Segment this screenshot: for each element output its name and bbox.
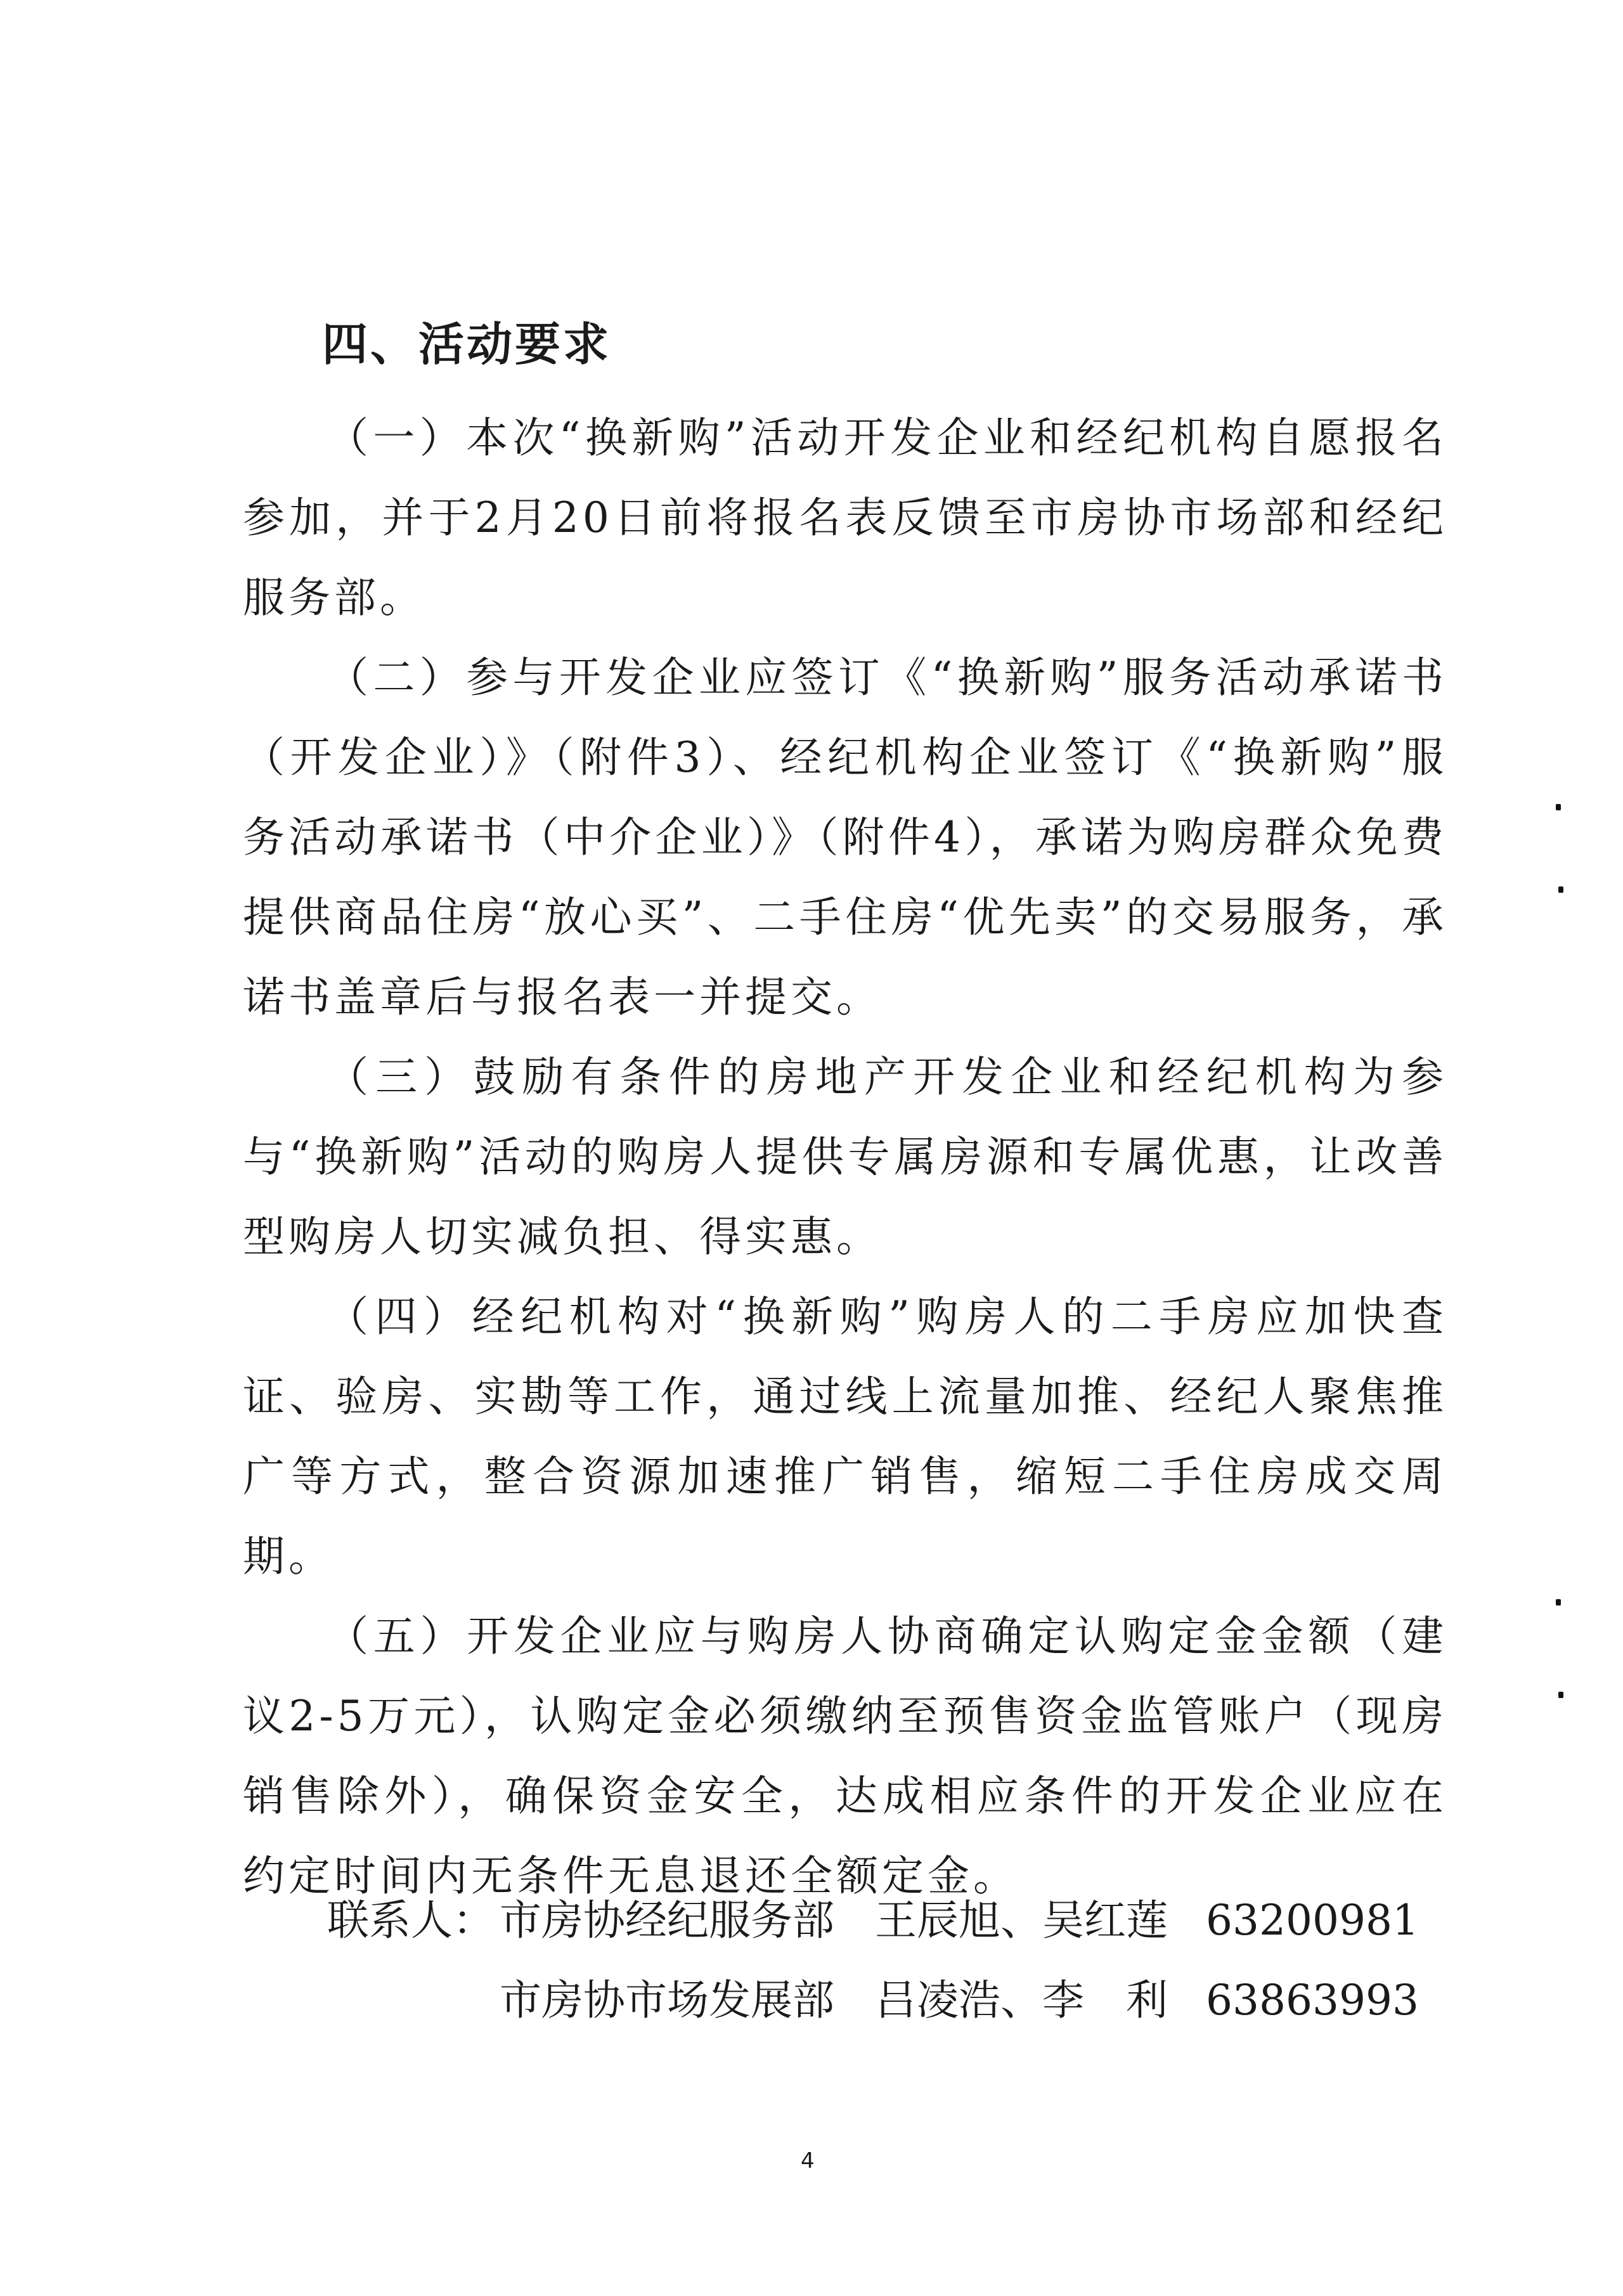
scan-speck: [1558, 1692, 1563, 1698]
scan-speck: [1556, 1599, 1561, 1605]
paragraph-3: （三）鼓励有条件的房地产开发企业和经纪机构为参与“换新购”活动的购房人提供专属房源和专属优惠，让改善型购房人切实减负担、得实惠。: [243, 1053, 1447, 1261]
contact-phone: 63863993: [1206, 1976, 1419, 2025]
paragraph-2: （二）参与开发企业应签订《“换新购”服务活动承诺书（开发企业）》（附件3）、经纪机构企业签订《“换新购”服务活动承诺书（中介企业）》（附件4），承诺为购房群众免费提供商品住房“放心买”、二手住房“优先卖”的交易服务，承诺书盖章后与报名表一并提交。: [243, 653, 1447, 1022]
contact-names: 王辰旭、吴红莲: [875, 1896, 1168, 1945]
paragraph-1: （一）本次“换新购”活动开发企业和经纪机构自愿报名参加，并于2月20日前将报名表反馈至市房协市场部和经纪服务部。: [243, 413, 1447, 622]
contact-label: 联系人：: [327, 1896, 495, 1945]
contact-department: 市房协市场发展部: [500, 1976, 834, 2025]
contact-department: 市房协经纪服务部: [500, 1896, 834, 1945]
paragraph-4: （四）经纪机构对“换新购”购房人的二手房应加快查证、验房、实勘等工作，通过线上流量加推、经纪人聚焦推广等方式，整合资源加速推广销售，缩短二手住房成交周期。: [243, 1292, 1447, 1581]
scan-speck: [1558, 886, 1563, 893]
contact-phone: 63200981: [1206, 1896, 1419, 1945]
section-heading: 四、活动要求: [322, 318, 612, 371]
contact-names: 吕凌浩、李 利: [875, 1976, 1168, 2025]
paragraph-5: （五）开发企业应与购房人协商确定认购定金金额（建议2-5万元），认购定金必须缴纳至预售资金监管账户（现房销售除外），确保资金安全，达成相应条件的开发企业应在约定时间内无条件无息退还全额定金。: [243, 1612, 1447, 1900]
scan-speck: [1556, 804, 1561, 810]
requirements-body: [243, 398, 1447, 1916]
page-number: 4: [801, 2148, 815, 2174]
